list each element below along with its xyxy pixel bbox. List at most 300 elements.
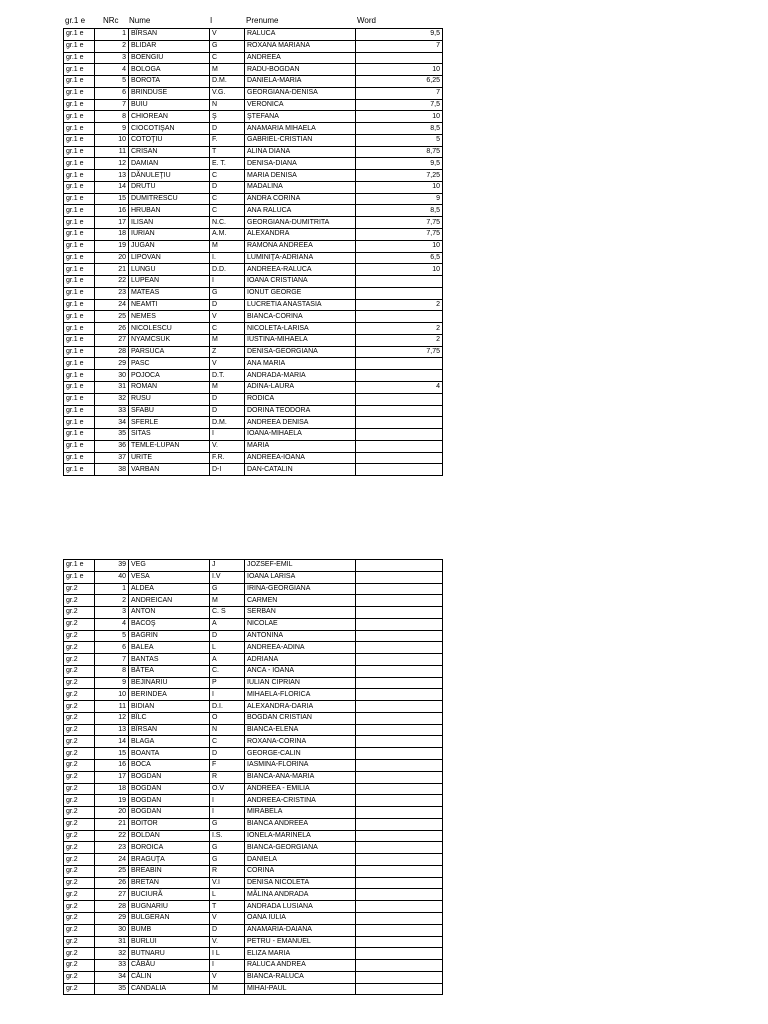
word-cell: 4 [356,381,443,393]
initiala-cell: D [210,630,245,642]
nr-cell: 1 [95,29,129,41]
prenume-cell: IRINA-GEORGIANA [245,583,356,595]
word-cell: 7,75 [356,229,443,241]
nr-cell: 15 [95,193,129,205]
grupa-cell: gr.1 e [64,264,95,276]
word-cell [356,642,443,654]
initiala-cell: V [210,311,245,323]
nume-cell: LIPOVAN [129,252,210,264]
word-cell [356,771,443,783]
word-cell [356,724,443,736]
word-cell: 5 [356,134,443,146]
table-row [64,76,443,88]
nr-cell: 15 [95,748,129,760]
grupa-cell: gr.1 e [64,571,95,583]
nume-cell: BÎLC [129,712,210,724]
nume-cell: SFERLE [129,417,210,429]
prenume-cell: ANDREEA-IOANA [245,452,356,464]
nr-cell: 3 [95,52,129,64]
table-row [64,429,443,441]
initiala-cell: C [210,205,245,217]
grupa-cell: gr.1 e [64,158,95,170]
nr-cell: 1 [95,583,129,595]
table-row [64,948,443,960]
initiala-cell: R [210,865,245,877]
word-cell [356,936,443,948]
prenume-cell: GABRIEL-CRISTIAN [245,134,356,146]
nr-cell: 27 [95,334,129,346]
initiala-cell: D.D. [210,264,245,276]
header-prenume: Prenume [246,16,279,25]
initiala-cell: M [210,64,245,76]
table-row [64,854,443,866]
table-row [64,440,443,452]
nr-cell: 20 [95,252,129,264]
nr-cell: 7 [95,99,129,111]
word-cell [356,901,443,913]
prenume-cell: ANA RALUCA [245,205,356,217]
nr-cell: 35 [95,429,129,441]
header-grupa: gr.1 e [65,16,86,25]
table-row [64,99,443,111]
nume-cell: BÎRSAN [129,29,210,41]
nr-cell: 5 [95,630,129,642]
initiala-cell: C [210,170,245,182]
initiala-cell: I [210,807,245,819]
nr-cell: 10 [95,134,129,146]
prenume-cell: MIHAI-PAUL [245,983,356,995]
nr-cell: 14 [95,181,129,193]
word-cell: 8,5 [356,123,443,135]
nr-cell: 12 [95,712,129,724]
table-row [64,983,443,995]
table-row [64,865,443,877]
table-row [64,29,443,41]
initiala-cell: V.G. [210,87,245,99]
grupa-cell: gr.2 [64,795,95,807]
nume-cell: PARSUCA [129,346,210,358]
grupa-cell: gr.1 e [64,29,95,41]
grupa-cell: gr.2 [64,595,95,607]
nr-cell: 19 [95,795,129,807]
grupa-cell: gr.2 [64,724,95,736]
prenume-cell: RALUCA [245,29,356,41]
initiala-cell: I. [210,252,245,264]
nr-cell: 20 [95,807,129,819]
grupa-cell: gr.2 [64,912,95,924]
initiala-cell: V [210,29,245,41]
nr-cell: 31 [95,936,129,948]
grupa-cell: gr.1 e [64,381,95,393]
word-cell [356,607,443,619]
table-row [64,560,443,572]
table-row [64,417,443,429]
grupa-cell: gr.2 [64,948,95,960]
prenume-cell: NICOLAE [245,618,356,630]
initiala-cell: D [210,924,245,936]
prenume-cell: ANDREEA-RALUCA [245,264,356,276]
nume-cell: NEAMTI [129,299,210,311]
initiala-cell: D [210,123,245,135]
grupa-cell: gr.2 [64,760,95,772]
word-cell [356,405,443,417]
word-cell: 10 [356,264,443,276]
grupa-cell: gr.1 e [64,299,95,311]
table-row [64,452,443,464]
nume-cell: LUNGU [129,264,210,276]
grupa-cell: gr.2 [64,971,95,983]
prenume-cell: ANDREEA - EMILIA [245,783,356,795]
nume-cell: PASC [129,358,210,370]
prenume-cell: ANDRADA LUSIANA [245,901,356,913]
nume-cell: BIDIAN [129,701,210,713]
nume-cell: BERINDEA [129,689,210,701]
initiala-cell: G [210,854,245,866]
initiala-cell: T [210,901,245,913]
table-row [64,630,443,642]
header-initiala: I [210,16,213,25]
nr-cell: 22 [95,276,129,288]
word-cell [356,287,443,299]
nume-cell: BÂTEA [129,665,210,677]
nr-cell: 8 [95,111,129,123]
initiala-cell: E. T. [210,158,245,170]
prenume-cell: MIRABELA [245,807,356,819]
initiala-cell: D.T. [210,370,245,382]
grupa-cell: gr.1 e [64,229,95,241]
nr-cell: 34 [95,971,129,983]
word-cell: 8,75 [356,146,443,158]
nume-cell: VARBAN [129,464,210,476]
nume-cell: DUMITRESCU [129,193,210,205]
nume-cell: TEMLE-LUPAN [129,440,210,452]
table-row [64,795,443,807]
nume-cell: BOGDAN [129,795,210,807]
nr-cell: 36 [95,440,129,452]
initiala-cell: I [210,795,245,807]
table-row [64,607,443,619]
word-cell: 7 [356,87,443,99]
prenume-cell: ADRIANA [245,654,356,666]
word-cell [356,654,443,666]
prenume-cell: ALINA DIANA [245,146,356,158]
table-row [64,971,443,983]
nr-cell: 7 [95,654,129,666]
grupa-cell: gr.1 e [64,99,95,111]
nume-cell: CHIOREAN [129,111,210,123]
grupa-cell: gr.1 e [64,464,95,476]
prenume-cell: LUCRETIA ANASTASIA [245,299,356,311]
prenume-cell: ANDRADA-MARIA [245,370,356,382]
table-row [64,807,443,819]
student-table-1 [63,28,443,476]
nume-cell: BANTAS [129,654,210,666]
initiala-cell: N [210,99,245,111]
word-cell [356,417,443,429]
grupa-cell: gr.1 e [64,560,95,572]
table-row [64,134,443,146]
grupa-cell: gr.2 [64,642,95,654]
word-cell: 2 [356,323,443,335]
word-cell [356,948,443,960]
prenume-cell: GEORGIANA-DUMITRITA [245,217,356,229]
nr-cell: 19 [95,240,129,252]
initiala-cell: I [210,429,245,441]
grupa-cell: gr.1 e [64,123,95,135]
nr-cell: 4 [95,618,129,630]
initiala-cell: Z [210,346,245,358]
word-cell [356,689,443,701]
nr-cell: 2 [95,40,129,52]
nume-cell: SFABU [129,405,210,417]
prenume-cell: RODICA [245,393,356,405]
initiala-cell: D.I. [210,701,245,713]
nr-cell: 6 [95,642,129,654]
grupa-cell: gr.1 e [64,276,95,288]
nr-cell: 32 [95,393,129,405]
nr-cell: 13 [95,170,129,182]
prenume-cell: ANAMARIA-DAIANA [245,924,356,936]
prenume-cell: IONELA-MARINELA [245,830,356,842]
initiala-cell: C [210,736,245,748]
nume-cell: BALEA [129,642,210,654]
initiala-cell: M [210,595,245,607]
prenume-cell: BIANCA-RALUCA [245,971,356,983]
prenume-cell: JOZSEF-EMIL [245,560,356,572]
initiala-cell: F.R. [210,452,245,464]
initiala-cell: C [210,323,245,335]
grupa-cell: gr.2 [64,830,95,842]
table-row [64,170,443,182]
grupa-cell: gr.1 e [64,346,95,358]
nr-cell: 40 [95,571,129,583]
grupa-cell: gr.2 [64,865,95,877]
grupa-cell: gr.2 [64,936,95,948]
word-cell [356,276,443,288]
word-cell: 10 [356,240,443,252]
prenume-cell: DANIELA [245,854,356,866]
initiala-cell: Ş [210,111,245,123]
table-row [64,52,443,64]
nume-cell: BREABIN [129,865,210,877]
word-cell: 10 [356,181,443,193]
grupa-cell: gr.2 [64,630,95,642]
table-row [64,346,443,358]
table-row [64,760,443,772]
nr-cell: 13 [95,724,129,736]
nr-cell: 29 [95,912,129,924]
nume-cell: BRAGUŢA [129,854,210,866]
initiala-cell: D.M. [210,76,245,88]
table-row [64,464,443,476]
table-row [64,64,443,76]
grupa-cell: gr.2 [64,960,95,972]
grupa-cell: gr.1 e [64,40,95,52]
table-row [64,299,443,311]
grupa-cell: gr.2 [64,983,95,995]
initiala-cell: T [210,146,245,158]
word-cell [356,452,443,464]
prenume-cell: IOANA LARISA [245,571,356,583]
initiala-cell: M [210,240,245,252]
initiala-cell: V [210,358,245,370]
prenume-cell: SERBAN [245,607,356,619]
table-row [64,123,443,135]
nr-cell: 16 [95,205,129,217]
nr-cell: 33 [95,960,129,972]
nr-cell: 14 [95,736,129,748]
prenume-cell: MARIA DENISA [245,170,356,182]
word-cell: 7,75 [356,217,443,229]
prenume-cell: CORINA [245,865,356,877]
nume-cell: BRETAN [129,877,210,889]
word-cell [356,865,443,877]
initiala-cell: A.M. [210,229,245,241]
nr-cell: 10 [95,689,129,701]
grupa-cell: gr.2 [64,712,95,724]
prenume-cell: NICOLETA-LARISA [245,323,356,335]
table-row [64,830,443,842]
nume-cell: BURLUI [129,936,210,948]
grupa-cell: gr.1 e [64,287,95,299]
nr-cell: 3 [95,607,129,619]
grupa-cell: gr.1 e [64,252,95,264]
grupa-cell: gr.2 [64,583,95,595]
initiala-cell: O [210,712,245,724]
nr-cell: 26 [95,877,129,889]
nume-cell: CRISAN [129,146,210,158]
prenume-cell: GEORGIANA-DENISA [245,87,356,99]
nume-cell: BOLOGA [129,64,210,76]
nume-cell: BOGDAN [129,783,210,795]
table-row [64,736,443,748]
grupa-cell: gr.1 e [64,429,95,441]
nr-cell: 9 [95,677,129,689]
table-row [64,677,443,689]
grupa-cell: gr.1 e [64,146,95,158]
grupa-cell: gr.1 e [64,64,95,76]
prenume-cell: IUSTINA-MIHAELA [245,334,356,346]
initiala-cell: L [210,642,245,654]
prenume-cell: DANIELA-MARIA [245,76,356,88]
initiala-cell: P [210,677,245,689]
prenume-cell: ELIZA MARIA [245,948,356,960]
initiala-cell: I [210,689,245,701]
grupa-cell: gr.2 [64,818,95,830]
word-cell [356,595,443,607]
prenume-cell: IOANA CRISTIANA [245,276,356,288]
nr-cell: 24 [95,854,129,866]
prenume-cell: ŞTEFANA [245,111,356,123]
prenume-cell: VERONICA [245,99,356,111]
nr-cell: 22 [95,830,129,842]
word-cell [356,571,443,583]
table-row [64,571,443,583]
table-row [64,912,443,924]
prenume-cell: BIANCA-GEORGIANA [245,842,356,854]
nume-cell: BUCIURĂ [129,889,210,901]
nume-cell: BOENGIU [129,52,210,64]
nume-cell: URITE [129,452,210,464]
initiala-cell: D [210,299,245,311]
table-row [64,924,443,936]
table-row [64,712,443,724]
nr-cell: 11 [95,701,129,713]
prenume-cell: BIANCA ANDREEA [245,818,356,830]
initiala-cell: C. S [210,607,245,619]
word-cell: 7,5 [356,99,443,111]
initiala-cell: N [210,724,245,736]
word-cell: 8,5 [356,205,443,217]
table-row [64,370,443,382]
initiala-cell: D.M. [210,417,245,429]
nr-cell: 30 [95,370,129,382]
word-cell [356,630,443,642]
nume-cell: SITAS [129,429,210,441]
prenume-cell: PETRU - EMANUEL [245,936,356,948]
word-cell [356,736,443,748]
header-nume: Nume [129,16,151,25]
table-row [64,818,443,830]
initiala-cell: D [210,748,245,760]
grupa-cell: gr.1 e [64,87,95,99]
grupa-cell: gr.1 e [64,111,95,123]
word-cell: 10 [356,111,443,123]
grupa-cell: gr.2 [64,877,95,889]
initiala-cell: D [210,393,245,405]
prenume-cell: BIANCA-CORINA [245,311,356,323]
word-cell [356,912,443,924]
nume-cell: BRINDUSE [129,87,210,99]
table-row [64,252,443,264]
nr-cell: 25 [95,311,129,323]
word-cell [356,783,443,795]
word-cell [356,429,443,441]
nume-cell: BAGRIN [129,630,210,642]
grupa-cell: gr.1 e [64,405,95,417]
word-cell [356,877,443,889]
table-row [64,40,443,52]
grupa-cell: gr.1 e [64,181,95,193]
nr-cell: 28 [95,901,129,913]
nr-cell: 27 [95,889,129,901]
nume-cell: NICOLESCU [129,323,210,335]
initiala-cell: I.V [210,571,245,583]
table-row [64,158,443,170]
nume-cell: CIOCOTIŞAN [129,123,210,135]
word-cell [356,842,443,854]
prenume-cell: ANDREEA DENISA [245,417,356,429]
grupa-cell: gr.2 [64,889,95,901]
table-row [64,111,443,123]
grupa-cell: gr.2 [64,842,95,854]
nume-cell: ILISAN [129,217,210,229]
nr-cell: 34 [95,417,129,429]
nume-cell: BEJINARIU [129,677,210,689]
nume-cell: DĂNULEŢIU [129,170,210,182]
nume-cell: BLAGA [129,736,210,748]
table-row [64,771,443,783]
nume-cell: BOROICA [129,842,210,854]
prenume-cell: LUMINIŢA-ADRIANA [245,252,356,264]
table-row [64,877,443,889]
word-cell [356,807,443,819]
table-row [64,311,443,323]
word-cell: 6,25 [356,76,443,88]
word-cell [356,440,443,452]
initiala-cell: C. [210,665,245,677]
nume-cell: BULGERAN [129,912,210,924]
